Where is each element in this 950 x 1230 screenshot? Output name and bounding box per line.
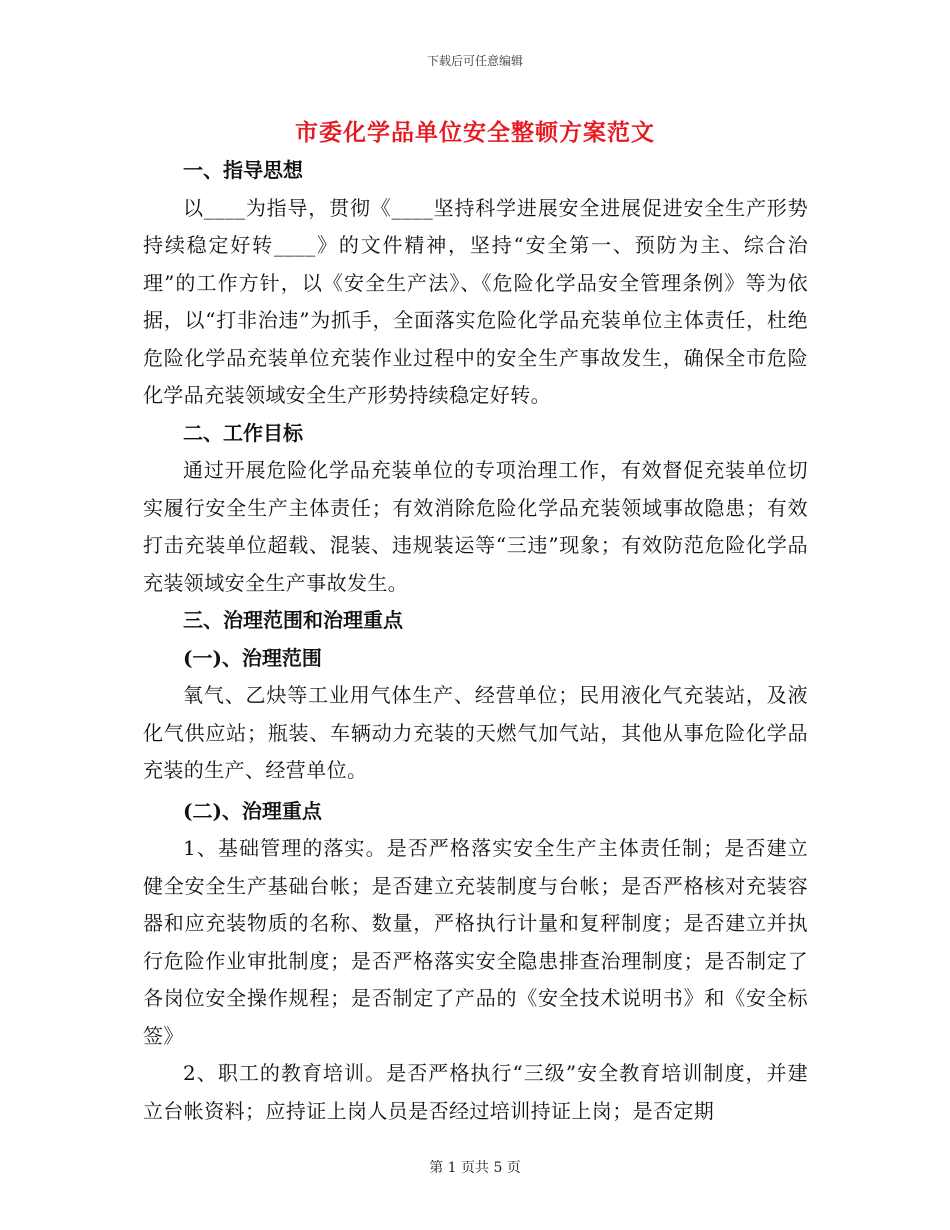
document-title: 市委化学品单位安全整顿方案范文: [295, 119, 655, 146]
page-header-note: 下载后可任意编辑: [426, 54, 523, 68]
subsection-heading-scope: (一)、治理范围: [183, 645, 322, 670]
paragraph-work-goals: 通过开展危险化学品充装单位的专项治理工作，有效督促充装单位切实履行安全生产主体责任；有效消除危险化学品充装领域事故隐患；有效打击充装单位超载、混装、违规装运等“三违”现象；有效防范危险化学品充装领域安全生产事故发生。: [143, 458, 808, 595]
section-heading-guiding-ideology: 一、指导思想: [183, 158, 303, 182]
page-number-footer: 第 1 页共 5 页: [429, 1160, 521, 1176]
paragraph-basic-management: 1、基础管理的落实。是否严格落实安全生产主体责任制；是否建立健全安全生产基础台帐；是否建立充装制度与台帐；是否严格核对充装容器和应充装物质的名称、数量，严格执行计量和复秤制度；是否建立并执行危险作业审批制度；是否严格落实安全隐患排查治理制度；是否制定了各岗位安全操作规程；是否制定了产品的《安全技术说明书》和《安全标签》: [143, 836, 808, 1048]
section-heading-scope-and-focus: 三、治理范围和治理重点: [183, 608, 403, 632]
document-body: [143, 152, 808, 1130]
paragraph-scope: 氧气、乙炔等工业用气体生产、经营单位；民用液化气充装站，及液化气供应站；瓶装、车辆动力充装的天燃气加气站，其他从事危险化学品充装的生产、经营单位。: [143, 683, 808, 782]
paragraph-guiding-ideology: 以____为指导，贯彻《____坚持科学进展安全进展促进安全生产形势持续稳定好转____》的文件精神，坚持“安全第一、预防为主、综合治理”的工作方针，以《安全生产法》、《危险化学品安全管理条例》等为依据，以“打非治违”为抓手，全面落实危险化学品充装单位主体责任，杜绝危险化学品充装单位充装作业过程中的安全生产事故发生，确保全市危险化学品充装领域安全生产形势持续稳定好转。: [143, 195, 808, 407]
paragraph-staff-training: 2、职工的教育培训。是否严格执行“三级”安全教育培训制度，并建立台帐资料；应持证上岗人员是否经过培训持证上岗；是否定期: [143, 1061, 808, 1123]
subsection-heading-focus: (二)、治理重点: [183, 798, 322, 823]
section-heading-work-goals: 二、工作目标: [183, 420, 303, 445]
